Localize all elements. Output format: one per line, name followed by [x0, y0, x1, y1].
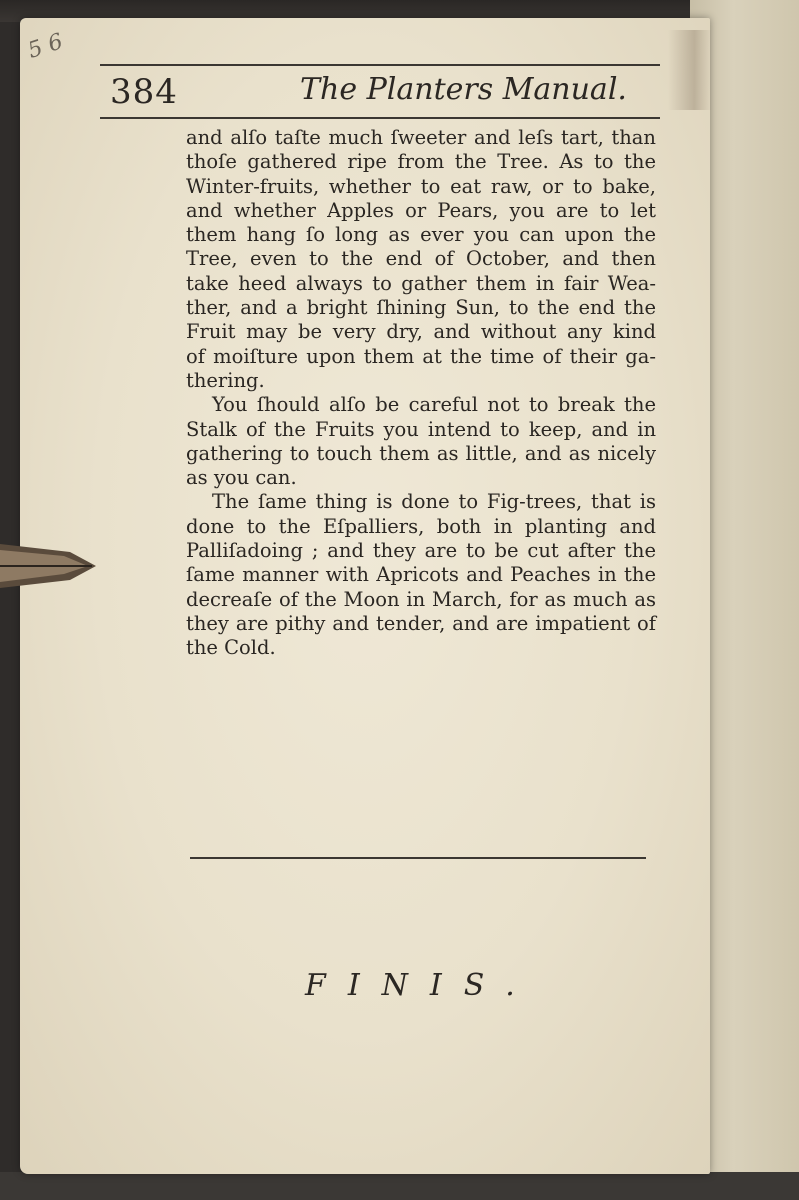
background-bottom	[0, 1172, 799, 1200]
end-rule	[190, 857, 646, 859]
header-rule-top	[100, 64, 660, 66]
text-line: take heed always to gather them in fair Wea-	[186, 271, 656, 295]
text-line: Palliſadoing ; and they are to be cut after the	[186, 539, 656, 563]
text-line: as you can.	[186, 466, 297, 490]
text-line: Stalk of the Fruits you intend to keep, and in	[186, 417, 656, 441]
text-line: them hang ſo long as ever you can upon the	[186, 223, 656, 247]
text-line: The ſame thing is done to Fig-trees, that is	[212, 490, 656, 514]
text-line: thoſe gathered ripe from the Tree. As to the	[186, 150, 656, 174]
text-line: ſame manner with Apricots and Peaches in the	[186, 563, 656, 587]
text-line: thering.	[186, 368, 265, 392]
page-number: 384	[110, 72, 178, 112]
text-line: and whether Apples or Pears, you are to let	[186, 198, 656, 222]
text-line: Tree, even to the end of October, and then	[186, 247, 656, 271]
text-line: ther, and a bright ſhining Sun, to the end the	[186, 296, 656, 320]
running-title: The Planters Manual.	[300, 72, 627, 107]
text-line: of moiſture upon them at the time of their ga-	[186, 344, 656, 368]
text-line: Fruit may be very dry, and without any kind	[186, 320, 656, 344]
text-line: decreaſe of the Moon in March, for as much as	[186, 587, 656, 611]
bookmark-ribbon-icon	[0, 540, 96, 592]
text-line: gathering to touch them as little, and as nicely	[186, 441, 656, 465]
body-text	[186, 126, 656, 661]
text-line: and alſo taſte much ſweeter and leſs tart, than	[186, 126, 656, 149]
text-line: they are pithy and tender, and are impatient of	[186, 611, 656, 635]
page-fold-shadow	[668, 30, 712, 110]
text-line: done to the Eſpalliers, both in planting and	[186, 514, 656, 538]
text-line: the Cold.	[186, 636, 276, 660]
finis-text: FINIS.	[305, 968, 537, 1003]
handwritten-marginalia: 5 6	[24, 29, 67, 64]
text-line: You ſhould alſo be careful not to break the	[212, 393, 656, 417]
text-line: Winter-fruits, whether to eat raw, or to bake,	[186, 174, 656, 198]
header-rule-bottom	[100, 117, 660, 119]
